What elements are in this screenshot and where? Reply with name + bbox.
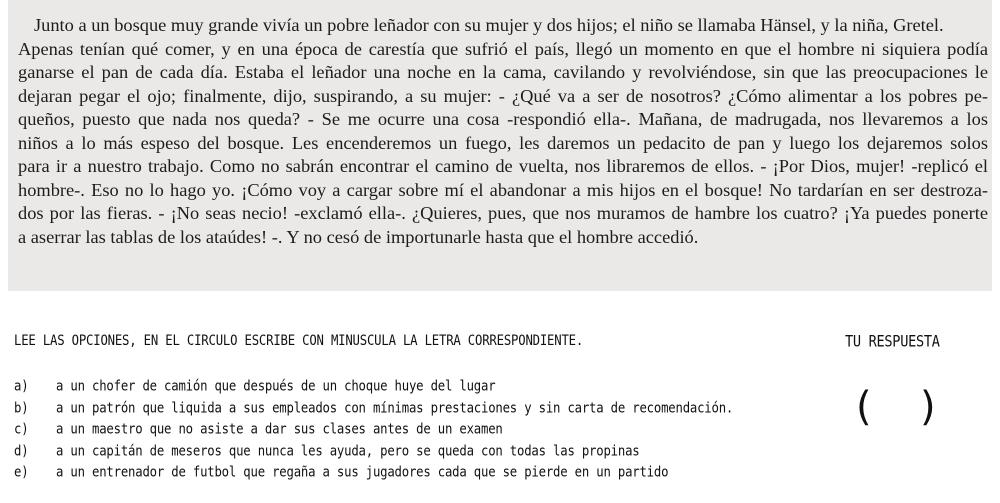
option-text: a un chofer de camión que después de un choque huye del lugar xyxy=(56,378,496,395)
option-text: a un patrón que liquida a sus empleados con mínimas prestaciones y sin carta de recomendación. xyxy=(56,399,734,416)
instructions: LEE LAS OPCIONES, EN EL CIRCULO ESCRIBE CON MINUSCULA LA LETRA CORRESPONDIENTE. xyxy=(14,332,584,349)
story-line: ganarse el pan de cada día. Estaba el leñador una noche en la cama, cavilando y revolviéndose, sin que las preocupaciones le xyxy=(18,62,988,82)
answer-open-paren: ( xyxy=(856,384,872,430)
answer-close-paren: ) xyxy=(920,384,936,430)
option-letter: e) xyxy=(14,464,29,481)
option-text: a un entrenador de futbol que regaña a sus jugadores cada que se pierde en un partido xyxy=(56,464,669,481)
option-letter: d) xyxy=(14,442,29,459)
story-line: a aserrar las tablas de los ataúdes! -. Y no cesó de importunarle hasta que el hombre accedió. xyxy=(18,226,699,247)
story-line: Apenas tenían qué comer, y en una época de carestía que sufrió el país, llegó un momento en que el hombre ni siquiera podía xyxy=(18,38,988,59)
option-text: a un maestro que no asiste a dar sus clases antes de un examen xyxy=(56,421,503,438)
option-text: a un capitán de meseros que nunca les ayuda, pero se queda con todas las propinas xyxy=(56,442,640,459)
story-line: dos por las fieras. - ¡No seas necio! -exclamó ella-. ¿Quieres, pues, que nos muramos de hambre los cuatro? ¡Ya puedes ponerte xyxy=(18,203,988,223)
option-letter: a) xyxy=(14,378,29,395)
story-scan xyxy=(8,0,992,291)
story-line: Junto a un bosque muy grande vivía un pobre leñador con su mujer y dos hijos; el niño se llamaba Hänsel, y la niña, Gretel. xyxy=(34,15,944,35)
story-line: niños a lo más espeso del bosque. Les encenderemos un fuego, les daremos un pedacito de pan y luego los dejaremos solos xyxy=(18,132,988,153)
story-line: para ir a nuestro trabajo. Como no sabrán encontrar el camino de vuelta, nos libraremos de ellos. - ¡Por Dios, mujer! -replicó el xyxy=(18,156,988,176)
option-letter: c) xyxy=(14,421,29,438)
answer-label: TU RESPUESTA xyxy=(845,332,940,352)
option-e xyxy=(14,464,733,489)
story-line: dejaran pegar el ojo; finalmente, dijo, suspirando, a su mujer: - ¿Qué va a ser de nosotros? ¿Cómo alimentar a los pobres pe- xyxy=(18,85,988,106)
option-letter: b) xyxy=(14,399,29,416)
options-list xyxy=(14,378,733,486)
story-line: queños, puesto que nada nos queda? - Se me ocurre una cosa -respondió ella-. Mañana, de madrugada, nos llevaremos a los xyxy=(18,109,988,129)
story-line: hombre-. Eso no lo hago yo. ¡Cómo voy a cargar sobre mí el abandonar a mis hijos en el bosque! No tardarían en ser destroza- xyxy=(18,179,988,200)
